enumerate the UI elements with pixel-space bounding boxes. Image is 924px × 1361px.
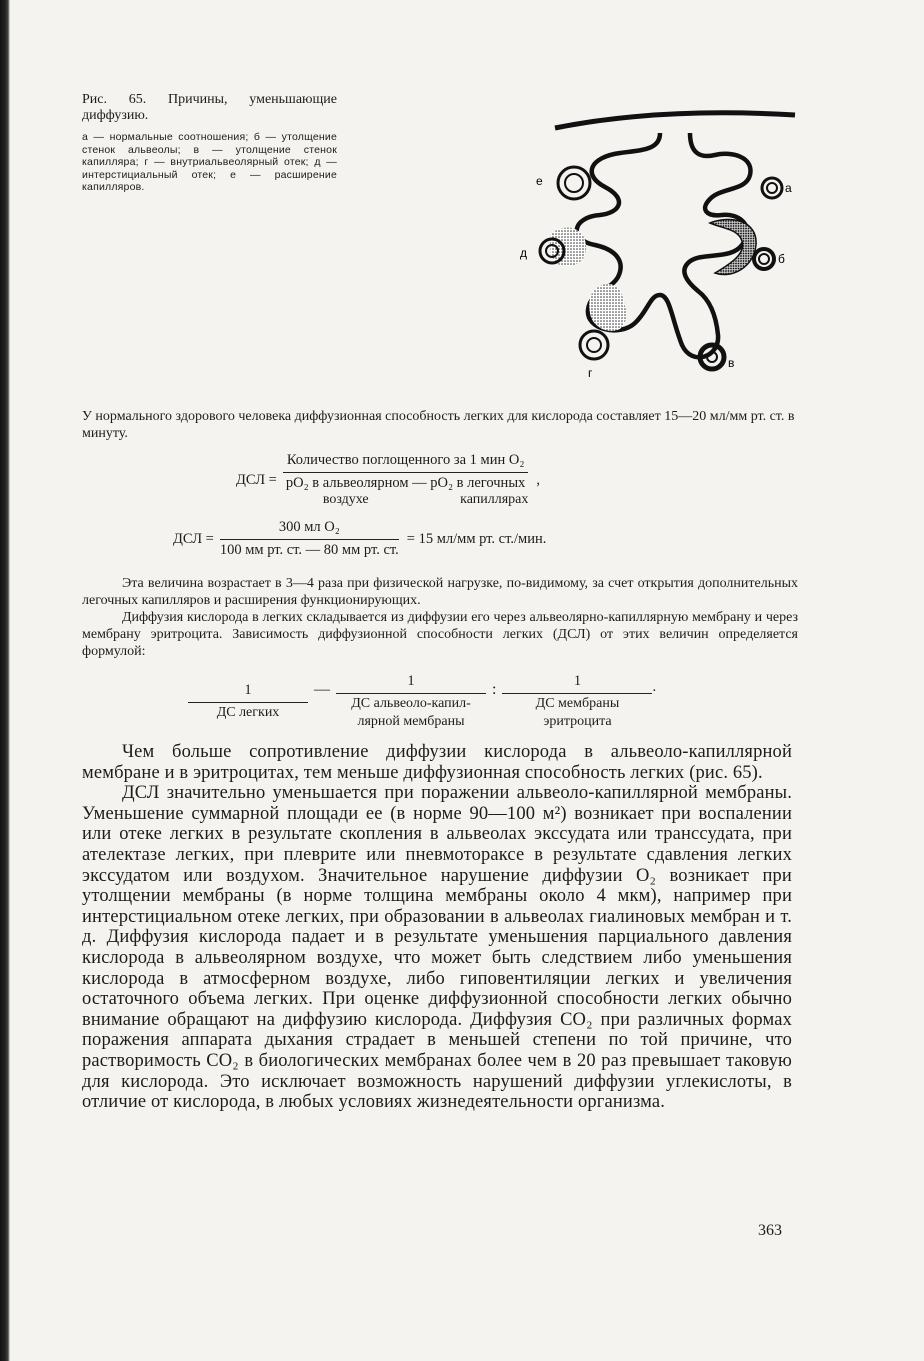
formula3-n1: 1 <box>188 682 308 703</box>
intro-paragraph: У нормального здорового человека диффузионная способность легких для кислорода составляет 15—20 мл/мм рт. ст. в минуту. <box>82 409 795 441</box>
formula3-n3: 1 <box>502 673 652 694</box>
formula3-d3b: эритроцита <box>543 714 612 729</box>
formula3-d2a: ДС альвеоло-капил- <box>351 696 471 711</box>
formula3-term3 <box>502 673 652 730</box>
capillary-e <box>558 167 590 199</box>
formula3-n2: 1 <box>336 673 486 694</box>
small-paragraph-1: Эта величина возрастает в 3—4 раза при физической нагрузке, по-видимому, за счет открытия дополнительных легочных капилляров и расширения функционирующих. <box>82 576 798 608</box>
formula3-d1: ДС легких <box>216 705 280 720</box>
formula3-end: . <box>652 679 657 695</box>
formula1-numerator: Количество поглощенного за 1 мин O₂ <box>283 452 529 473</box>
main-text <box>82 742 792 1113</box>
formula2-fraction <box>220 519 399 559</box>
label-g: г <box>588 366 593 380</box>
formula2-rhs: = 15 мл/мм рт. ст./мин. <box>406 530 547 547</box>
formula-dsl-definition <box>236 452 540 508</box>
formula1-den-left: воздухе <box>322 492 369 507</box>
small-text-block <box>82 575 798 660</box>
formula3-op1: — <box>314 681 330 698</box>
label-a: а <box>785 181 792 195</box>
main-paragraph-1: Чем больше сопротивление диффузии кислорода в альвеоло-капиллярной мембране и в эритроцитах, тем меньше диффузионная способность легких (рис. 65). <box>82 742 792 783</box>
formula3-term1 <box>188 682 308 721</box>
formula1-denominator <box>283 473 529 508</box>
formula2-denominator: 100 мм рт. ст. — 80 мм рт. ст. <box>219 542 399 558</box>
figure-caption-legend: а — нормальные соотношения; б — утолщение стенок альвеолы; в — утолщение стенок капилляра; г — внутриальвеолярный отек; д — интерстициальный отек; е — расширение капилляров. <box>82 131 337 193</box>
formula-reciprocal-sum <box>188 673 688 730</box>
page-number: 363 <box>758 1222 782 1239</box>
formula2-lhs: ДСЛ = <box>173 530 214 547</box>
formula1-lhs: ДСЛ = <box>236 471 277 488</box>
formula1-tail: , <box>536 471 541 488</box>
label-d: д <box>520 246 528 260</box>
scan-binding-edge <box>0 0 10 1361</box>
label-e: е <box>536 174 543 188</box>
formula3-d2b: лярной мембраны <box>357 714 465 729</box>
main-paragraph-2: ДСЛ значительно уменьшается при поражении альвеоло-капиллярной мембраны. Уменьшение суммарной площади ее (в норме 90—100 м²) возникает при воспалении или отеке легких в результате скопления в альвеолах экссудата или транссудата, при ателектазе легких, при плеврите или пневмотораксе в результате сдавления легких экссудатом или воздухом. Значительное нарушение диффузии O₂ возникает при утолщении мембраны (в норме толщина мембраны около 4 мкм), например при интерстициальном отеке легких, при образовании в альвеолах гиалиновых мембран и т. д. Диффузия кислорода падает и в результате уменьшения парциального давления кислорода в альвеолярном воздухе, что может быть следствием либо уменьшения кислорода в атмосферном воздухе, либо гиповентиляции легких и увеличения остаточного объема легких. При оценке диффузионной способности легких обычно внимание обращают на диффузию кислорода. Диффузия CO₂ при различных формах поражения аппарата дыхания страдает в меньшей степени по той причине, что растворимость CO₂ в биологических мембранах более чем в 20 раз превышает таковую для кислорода. Это исключает возможность нарушений диффузии углекислоты, в отличие от кислорода, в любых условиях жизнедеятельности организма. <box>82 783 792 1113</box>
capillary-a <box>762 178 782 198</box>
label-v: в <box>728 356 735 370</box>
formula-dsl-example <box>173 519 546 559</box>
formula1-den-right: капиллярах <box>460 492 529 507</box>
formula3-term2 <box>336 673 486 730</box>
thickened-alveolar-wall <box>710 219 756 274</box>
formula1-denominator-line: pO₂ в альвеолярном — pO₂ в легочных <box>285 475 526 491</box>
label-b: б <box>778 252 785 266</box>
figure-caption-title: Рис. 65. Причины, уменьшающие диффузию. <box>82 92 337 123</box>
capillary-b <box>754 249 774 269</box>
pleura-line <box>555 113 795 128</box>
small-paragraph-2: Диффузия кислорода в легких складывается из диффузии его через альвеолярно-капиллярную мембрану и через мембрану эритроцита. Зависимость диффузионной способности легких (ДСЛ) от этих величин определяется формулой: <box>82 610 798 659</box>
alveoli-diagram <box>510 95 810 385</box>
capillary-g <box>580 331 608 359</box>
formula1-fraction <box>283 452 529 508</box>
formula2-numerator: 300 мл O₂ <box>220 519 399 540</box>
formula3-op2: : <box>492 681 497 698</box>
formula3-d3a: ДС мембраны <box>535 696 620 711</box>
